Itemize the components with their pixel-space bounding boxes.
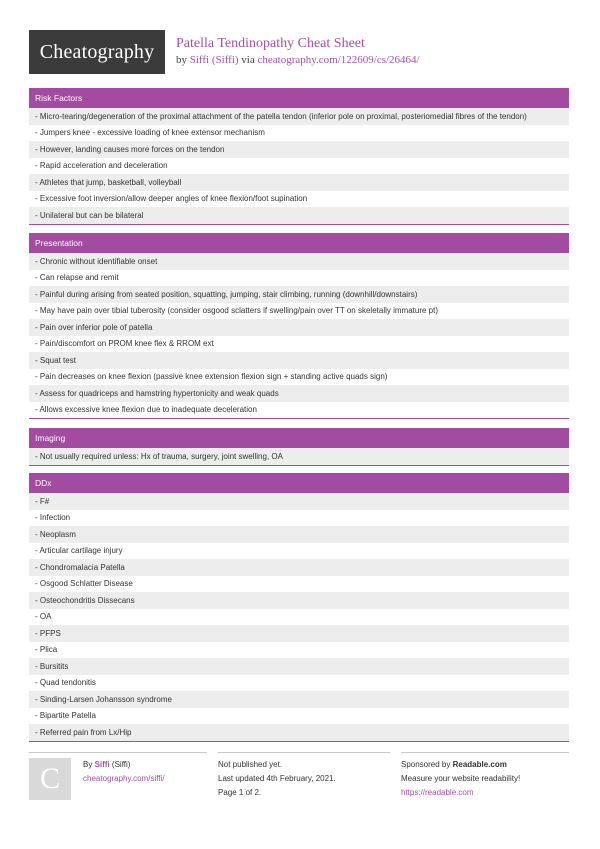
byline — [176, 54, 420, 66]
list-item: - F# — [29, 493, 569, 510]
list-item: - Excessive foot inversion/allow deeper angles of knee flexion/foot supination — [29, 191, 569, 208]
page-number: Page 1 of 2. — [218, 788, 262, 797]
list-item: - Rapid acceleration and deceleration — [29, 158, 569, 175]
section-imaging — [29, 428, 569, 466]
footer-author-url[interactable]: cheatography.com/siffi/ — [83, 774, 165, 783]
list-item: - Referred pain from Lx/Hip — [29, 724, 569, 741]
list-item: - Chronic without identifiable onset — [29, 253, 569, 270]
page-title: Patella Tendinopathy Cheat Sheet — [176, 36, 365, 51]
footer-author-name[interactable]: Siffi — [94, 760, 110, 769]
list-item: - Athletes that jump, basketball, volleyball — [29, 174, 569, 191]
list-item: - Osgood Schlatter Disease — [29, 576, 569, 593]
list-item: - Allows excessive knee flexion due to inadequate deceleration — [29, 402, 569, 419]
list-item: - Jumpers knee - excessive loading of knee extensor mechanism — [29, 125, 569, 142]
footer-author — [29, 752, 207, 800]
cheatography-c-icon: C — [29, 758, 71, 800]
list-item: - Quad tendonitis — [29, 675, 569, 692]
sponsor-line: Sponsored by Readable.com — [401, 760, 507, 769]
list-item: - Infection — [29, 510, 569, 527]
list-item: - Assess for quadriceps and hamstring hypertonicity and weak quads — [29, 385, 569, 402]
list-item: - Not usually required unless: Hx of trauma, surgery, joint swelling, OA — [29, 448, 569, 465]
byline-via: via — [241, 54, 255, 66]
list-item: - May have pain over tibial tuberosity (consider osgood sclatters if swelling/pain over TT on skeletally immature pt) — [29, 303, 569, 320]
source-link[interactable]: cheatography.com/122609/cs/26464/ — [257, 54, 420, 66]
list-item: - Unilateral but can be bilateral — [29, 207, 569, 224]
list-item: - Bursitits — [29, 658, 569, 675]
last-updated: Last updated 4th February, 2021. — [218, 774, 336, 783]
list-item: - Can relapse and remit — [29, 270, 569, 287]
logo-text: Cheatography — [39, 40, 155, 63]
author-link[interactable]: Siffi (Siffi) — [189, 54, 239, 66]
list-item: - Painful during arising from seated position, squatting, jumping, stair climbing, running (downhill/downstairs) — [29, 286, 569, 303]
list-item: - Osteochondritis Dissecans — [29, 592, 569, 609]
page-footer — [29, 752, 569, 802]
list-item: - Pain over inferior pole of patella — [29, 319, 569, 336]
sponsor-url[interactable]: https://readable.com — [401, 788, 474, 797]
list-item: - PFPS — [29, 625, 569, 642]
footer-author-line: By Siffi (Siffi) — [83, 760, 131, 769]
section-header: Imaging — [29, 428, 569, 448]
sponsor-tagline: Measure your website readability! — [401, 774, 521, 783]
section-header: Risk Factors — [29, 88, 569, 108]
list-item: - However, landing causes more forces on the tendon — [29, 141, 569, 158]
list-item: - Squat test — [29, 352, 569, 369]
list-item: - Pain/discomfort on PROM knee flex & RROM ext — [29, 336, 569, 353]
list-item: - Bipartite Patella — [29, 708, 569, 725]
list-item: - Articular cartilage injury — [29, 543, 569, 560]
section-ddx — [29, 473, 569, 742]
section-presentation — [29, 233, 569, 419]
list-item: - Micro-tearing/degeneration of the proximal attachment of the patella tendon (inferior pole on proximal, posteriomedial fibres of the tendon) — [29, 108, 569, 125]
sponsor-name[interactable]: Readable.com — [452, 760, 507, 769]
cheatography-logo[interactable] — [29, 30, 165, 74]
byline-by: by — [176, 54, 187, 66]
list-item: - Pain decreases on knee flexion (passive knee extension flexion sign + standing active quads sign) — [29, 369, 569, 386]
footer-sponsor — [401, 752, 569, 800]
section-header: Presentation — [29, 233, 569, 253]
list-item: - Chondromalacia Patella — [29, 559, 569, 576]
section-risk-factors — [29, 88, 569, 225]
list-item: - Plica — [29, 642, 569, 659]
list-item: - Sinding-Larsen Johansson syndrome — [29, 691, 569, 708]
list-item: - OA — [29, 609, 569, 626]
list-item: - Neoplasm — [29, 526, 569, 543]
footer-publish-info — [218, 752, 390, 800]
published-status: Not published yet. — [218, 760, 283, 769]
section-header: DDx — [29, 473, 569, 493]
